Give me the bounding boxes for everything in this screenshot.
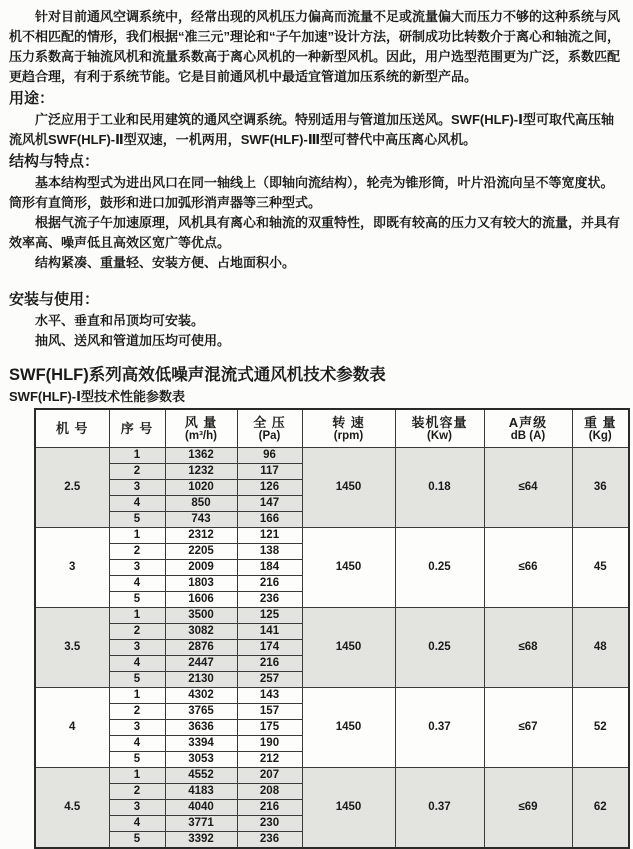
- pressure-cell: 175: [237, 720, 302, 736]
- noise-cell: ≤64: [484, 448, 572, 528]
- airflow-cell: 1803: [165, 576, 237, 592]
- power-cell: 0.25: [395, 608, 484, 688]
- pressure-cell: 166: [237, 512, 302, 528]
- header-noise: A声级 dB (A): [484, 409, 572, 448]
- pressure-cell: 141: [237, 624, 302, 640]
- model-cell: 3.5: [35, 608, 109, 688]
- airflow-cell: 3394: [165, 736, 237, 752]
- sequence-cell: 5: [109, 672, 165, 688]
- sequence-cell: 2: [109, 784, 165, 800]
- pressure-cell: 257: [237, 672, 302, 688]
- sequence-cell: 1: [109, 448, 165, 464]
- power-cell: 0.18: [395, 448, 484, 528]
- section-heading-usage: 用途：: [9, 90, 55, 107]
- pressure-cell: 208: [237, 784, 302, 800]
- table-body: [35, 448, 629, 849]
- noise-cell: ≤67: [484, 688, 572, 768]
- sequence-cell: 1: [109, 688, 165, 704]
- pressure-cell: 230: [237, 816, 302, 832]
- table-title: SWF(HLF)系列高效低噪声混流式通风机技术参数表: [9, 366, 386, 384]
- sequence-cell: 3: [109, 480, 165, 496]
- pressure-cell: 190: [237, 736, 302, 752]
- pressure-cell: 184: [237, 560, 302, 576]
- pressure-cell: 96: [237, 448, 302, 464]
- airflow-cell: 3500: [165, 608, 237, 624]
- sequence-cell: 2: [109, 464, 165, 480]
- airflow-cell: 743: [165, 512, 237, 528]
- airflow-cell: 2009: [165, 560, 237, 576]
- airflow-cell: 3765: [165, 704, 237, 720]
- sequence-cell: 4: [109, 496, 165, 512]
- sequence-cell: 1: [109, 608, 165, 624]
- airflow-cell: 2205: [165, 544, 237, 560]
- airflow-cell: 1020: [165, 480, 237, 496]
- weight-cell: 45: [572, 528, 629, 608]
- airflow-cell: 4552: [165, 768, 237, 784]
- sequence-cell: 3: [109, 800, 165, 816]
- airflow-cell: 2130: [165, 672, 237, 688]
- pressure-cell: 126: [237, 480, 302, 496]
- pressure-cell: 138: [237, 544, 302, 560]
- airflow-cell: 1606: [165, 592, 237, 608]
- section-heading-structure: 结构与特点：: [9, 153, 100, 170]
- airflow-cell: 1232: [165, 464, 237, 480]
- airflow-cell: 2876: [165, 640, 237, 656]
- pressure-cell: 216: [237, 800, 302, 816]
- pressure-cell: 157: [237, 704, 302, 720]
- sequence-cell: 2: [109, 624, 165, 640]
- airflow-cell: 4302: [165, 688, 237, 704]
- structure-paragraph-2: 根据气流子午加速原理，风机具有离心和轴流的双重特性，即既有较高的压力又有较大的流量，并具有效率高、噪声低且高效区宽广等优点。: [9, 215, 621, 250]
- model-cell: 4.5: [35, 768, 109, 849]
- sequence-cell: 2: [109, 544, 165, 560]
- sequence-cell: 5: [109, 512, 165, 528]
- airflow-cell: 3636: [165, 720, 237, 736]
- sequence-cell: 5: [109, 592, 165, 608]
- sequence-cell: 4: [109, 816, 165, 832]
- pressure-cell: 174: [237, 640, 302, 656]
- airflow-cell: 3771: [165, 816, 237, 832]
- pressure-cell: 147: [237, 496, 302, 512]
- structure-paragraph-1: 基本结构型式为进出风口在同一轴线上（即轴向流结构），轮壳为锥形筒，叶片沿流向呈不等宽度状。筒形有直筒形，鼓形和进口加弧形消声器等三种型式。: [9, 175, 614, 210]
- model-cell: 2.5: [35, 448, 109, 528]
- noise-cell: ≤66: [484, 528, 572, 608]
- sequence-cell: 1: [109, 528, 165, 544]
- model-cell: 3: [35, 528, 109, 608]
- power-cell: 0.25: [395, 528, 484, 608]
- airflow-cell: 3053: [165, 752, 237, 768]
- sequence-cell: 4: [109, 576, 165, 592]
- header-sequence: 序 号: [109, 409, 165, 448]
- table-row: [35, 608, 629, 624]
- table-row: [35, 768, 629, 784]
- section-heading-installation: 安装与使用：: [9, 291, 100, 308]
- pressure-cell: 143: [237, 688, 302, 704]
- weight-cell: 62: [572, 768, 629, 849]
- airflow-cell: 2312: [165, 528, 237, 544]
- table-subtitle: SWF(HLF)-Ⅰ型技术性能参数表: [9, 389, 185, 404]
- pressure-cell: 125: [237, 608, 302, 624]
- section-installation: [9, 288, 624, 351]
- sequence-cell: 5: [109, 752, 165, 768]
- sequence-cell: 1: [109, 768, 165, 784]
- pressure-cell: 121: [237, 528, 302, 544]
- weight-cell: 48: [572, 608, 629, 688]
- noise-cell: ≤69: [484, 768, 572, 849]
- speed-cell: 1450: [302, 688, 395, 768]
- sequence-cell: 4: [109, 736, 165, 752]
- pressure-cell: 236: [237, 592, 302, 608]
- model-cell: 4: [35, 688, 109, 768]
- airflow-cell: 850: [165, 496, 237, 512]
- structure-paragraph-3: 结构紧凑、重量轻、安装方便、占地面积小。: [35, 255, 296, 270]
- section-usage: [9, 87, 624, 150]
- header-power: 装机容量 (Kw): [395, 409, 484, 448]
- header-model: 机 号: [35, 409, 109, 448]
- airflow-cell: 4183: [165, 784, 237, 800]
- spec-table: [34, 408, 630, 849]
- airflow-cell: 1362: [165, 448, 237, 464]
- airflow-cell: 3082: [165, 624, 237, 640]
- table-row: [35, 688, 629, 704]
- noise-cell: ≤68: [484, 608, 572, 688]
- weight-cell: 36: [572, 448, 629, 528]
- airflow-cell: 4040: [165, 800, 237, 816]
- speed-cell: 1450: [302, 608, 395, 688]
- power-cell: 0.37: [395, 768, 484, 849]
- sequence-cell: 3: [109, 720, 165, 736]
- header-weight: 重 量 (Kg): [572, 409, 629, 448]
- speed-cell: 1450: [302, 448, 395, 528]
- installation-paragraph-2: 抽风、送风和管道加压均可使用。: [35, 333, 231, 348]
- pressure-cell: 216: [237, 656, 302, 672]
- header-pressure: 全 压 (Pa): [237, 409, 302, 448]
- airflow-cell: 3392: [165, 832, 237, 849]
- pressure-cell: 236: [237, 832, 302, 849]
- header-airflow: 风 量 (m³/h): [165, 409, 237, 448]
- pressure-cell: 216: [237, 576, 302, 592]
- table-row: [35, 528, 629, 544]
- section-structure: [9, 150, 624, 273]
- pressure-cell: 117: [237, 464, 302, 480]
- usage-paragraph: 广泛应用于工业和民用建筑的通风空调系统。特别适用与管道加压送风。SWF(HLF)-Ⅰ型可取代高压轴流风机SWF(HLF)-Ⅱ型双速，一机两用，SWF(HLF)-Ⅲ型可替代中高压离心风机。: [9, 112, 614, 147]
- table-row: [35, 448, 629, 464]
- intro-paragraph: 针对目前通风空调系统中，经常出现的风机压力偏高而流量不足或流量偏大而压力不够的这种系统与风机不相匹配的情形，我们根据“准三元”理论和“子午加速”设计方法，研制成功比转数介于离心和轴流之间，压力系数高于轴流风机和流量系数高于离心风机的一种新型风机。因此，用户选型范围更为广泛，系数匹配更趋合理，有利于系统节能。它是目前通风机中最适宜管道加压系统的新型产品。: [9, 9, 621, 84]
- sequence-cell: 3: [109, 560, 165, 576]
- sequence-cell: 5: [109, 832, 165, 849]
- speed-cell: 1450: [302, 768, 395, 849]
- pressure-cell: 207: [237, 768, 302, 784]
- airflow-cell: 2447: [165, 656, 237, 672]
- header-speed: 转 速 (rpm): [302, 409, 395, 448]
- weight-cell: 52: [572, 688, 629, 768]
- pressure-cell: 212: [237, 752, 302, 768]
- speed-cell: 1450: [302, 528, 395, 608]
- sequence-cell: 2: [109, 704, 165, 720]
- sequence-cell: 3: [109, 640, 165, 656]
- sequence-cell: 4: [109, 656, 165, 672]
- spec-table-header: [35, 409, 629, 448]
- installation-paragraph-1: 水平、垂直和吊顶均可安装。: [35, 313, 205, 328]
- power-cell: 0.37: [395, 688, 484, 768]
